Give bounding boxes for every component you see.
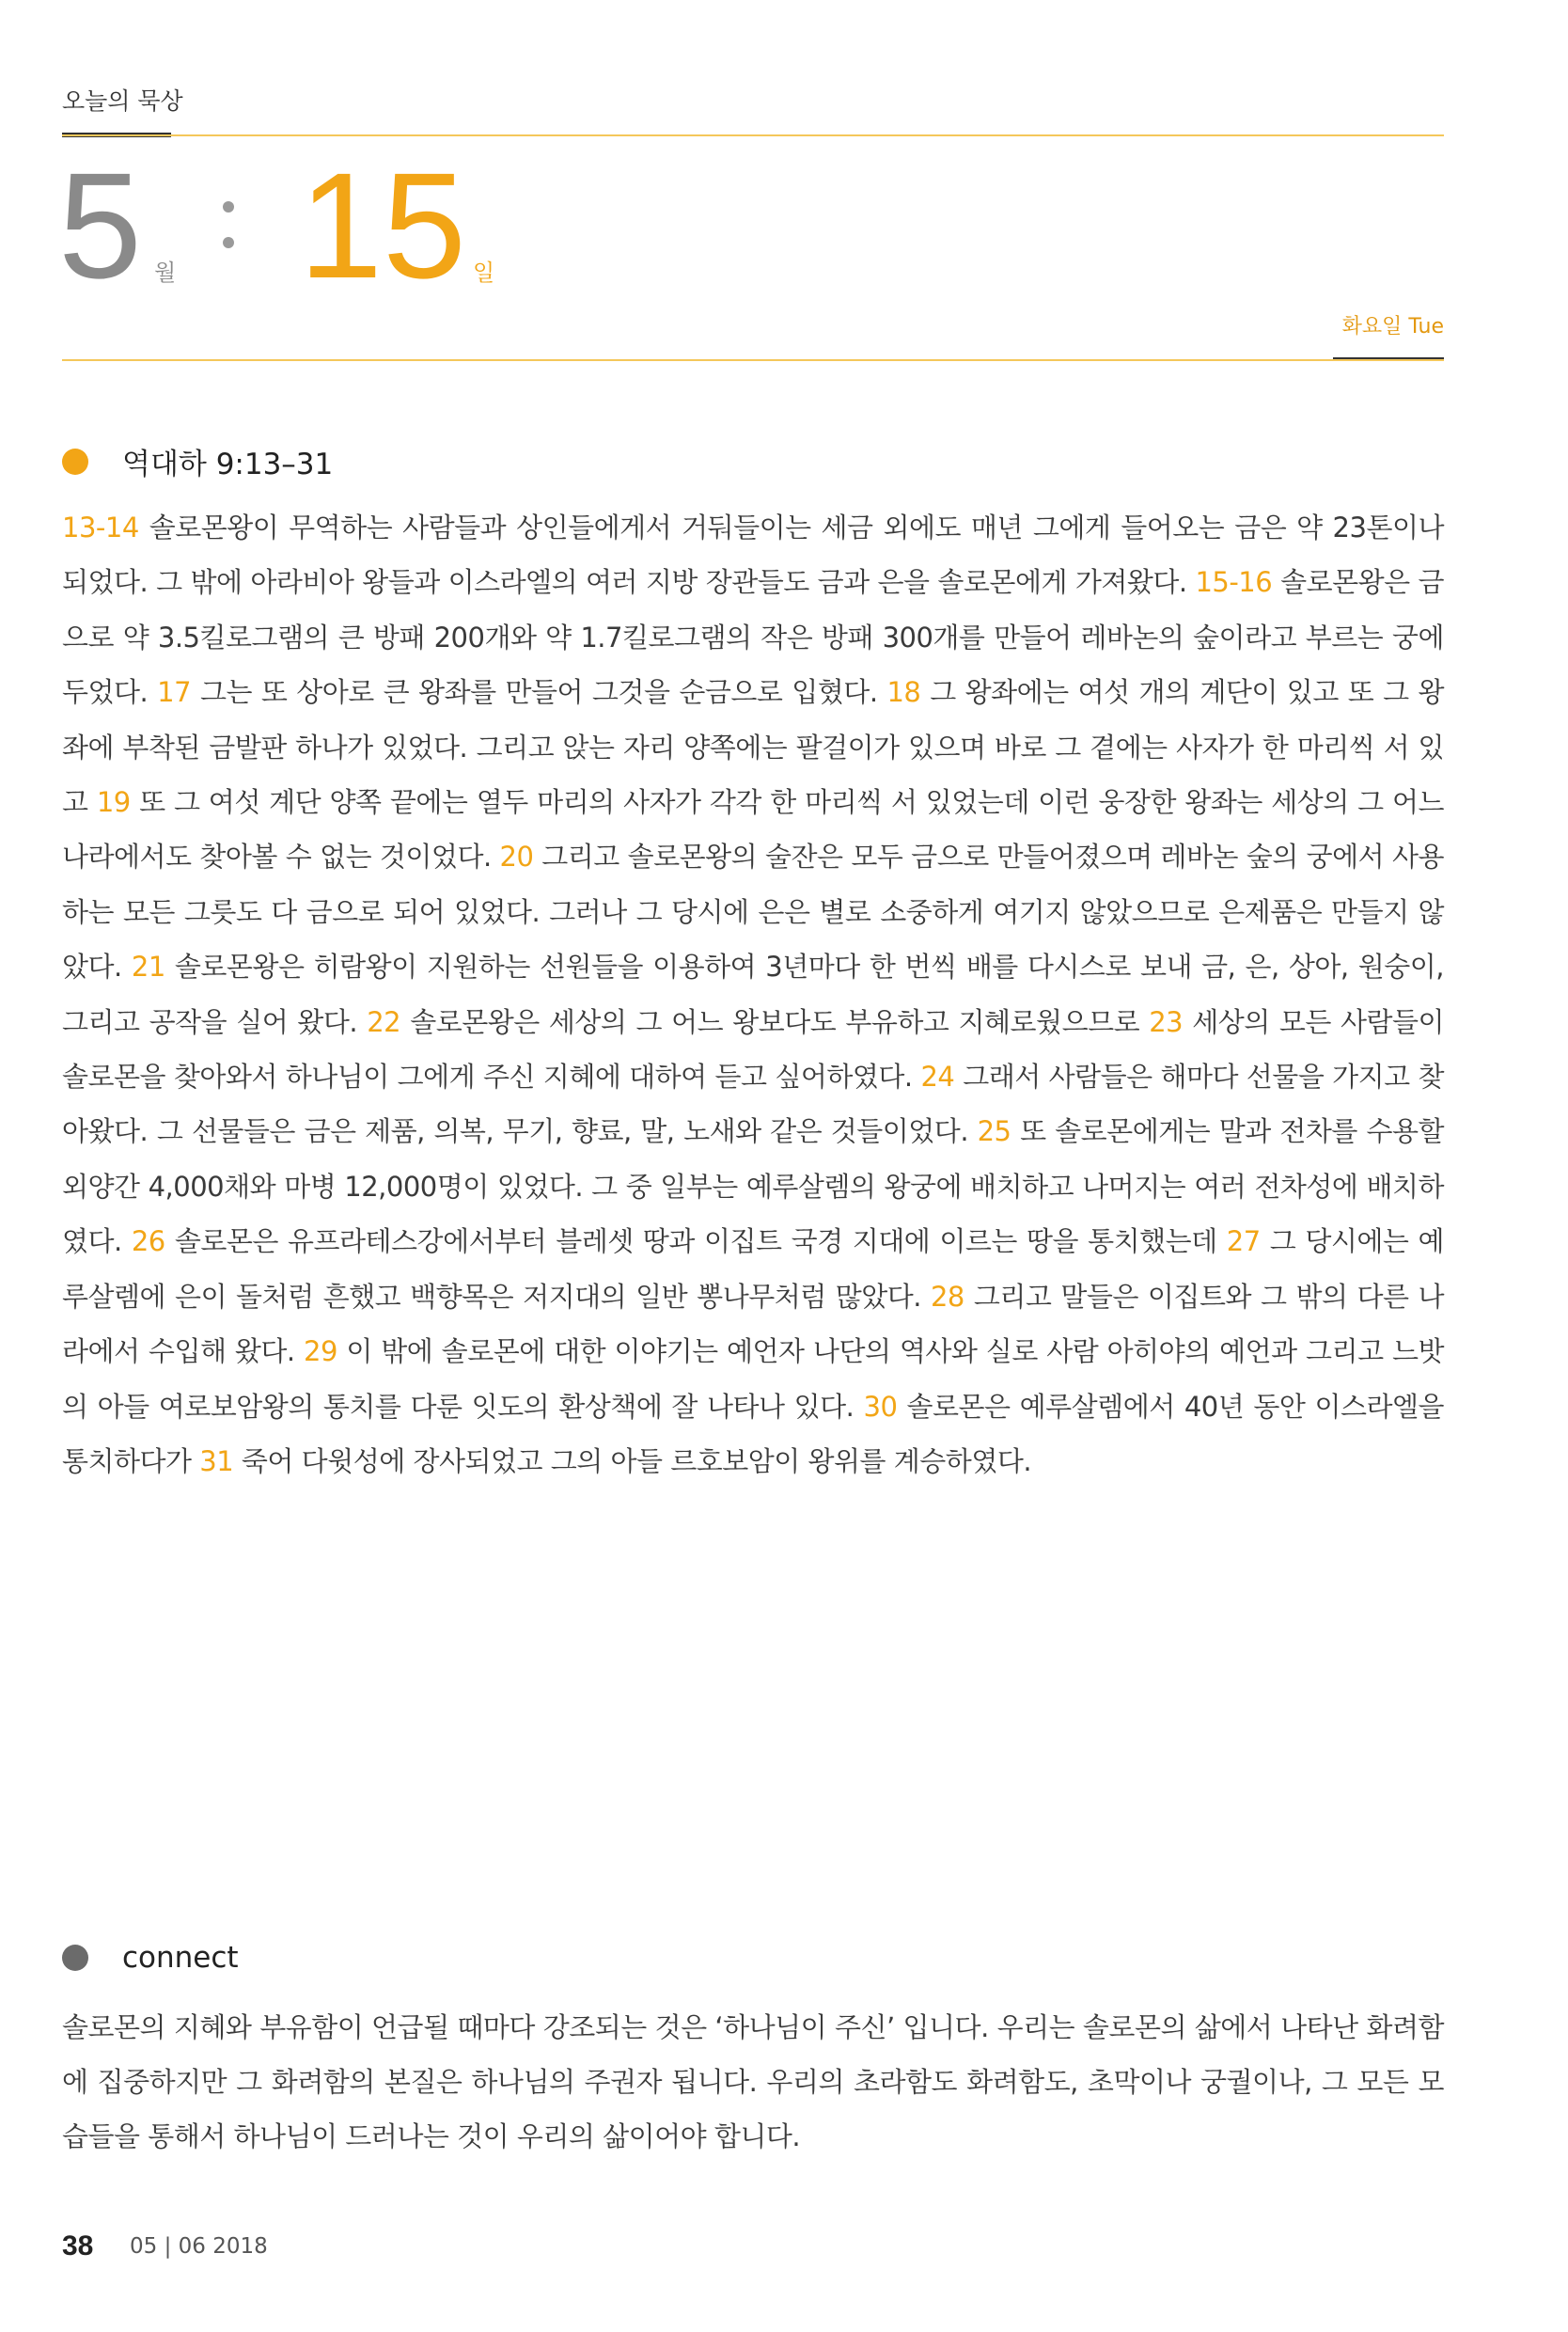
weekday: 화요일 Tue: [1341, 315, 1444, 339]
verse-text: 솔로몬왕은 세상의 그 어느 왕보다도 부유하고 지혜로웠으므로: [410, 1005, 1140, 1038]
connect-title: connect: [122, 1941, 239, 1975]
page-number: 38: [62, 2230, 94, 2261]
verse-number: 24: [920, 1061, 955, 1094]
verse-number: 29: [304, 1335, 337, 1368]
orange-dot-icon: [62, 449, 88, 475]
bottom-rule: [62, 359, 1444, 361]
header-label: 오늘의 묵상: [62, 87, 183, 115]
verse-number: 20: [499, 841, 534, 874]
month-unit: 월: [154, 260, 177, 286]
verse-text: 솔로몬은 예루살렘에서 40년 동안 이스라엘을 통치하다가: [62, 1390, 1445, 1477]
gray-dot-icon: [62, 1945, 88, 1971]
verse-number: 30: [863, 1390, 898, 1423]
verse-number: 23: [1149, 1005, 1184, 1038]
verse-text: 그래서 사람들은 해마다 선물을 가지고 찾아왔다. 그 선물들은 금은 제품, 의복, 무기, 향료, 말, 노새와 같은 것들이었다.: [62, 1061, 1445, 1148]
day-unit: 일: [473, 260, 495, 286]
month-number: 5: [58, 141, 142, 309]
verse-number: 26: [131, 1225, 165, 1258]
verse-text: 세상의 모든 사람들이 솔로몬을 찾아와서 하나님이 그에게 주신 지혜에 대하여 듣고 싶어하였다.: [62, 1005, 1445, 1094]
verse-number: 25: [977, 1115, 1011, 1148]
verse-text: 그리고 말들은 이집트와 그 밖의 다른 나라에서 수입해 왔다.: [62, 1280, 1444, 1368]
connect-text: 솔로몬의 지혜와 부유함이 언급될 때마다 강조되는 것은 ‘하나님이 주신’ 입니다. 우리는 솔로몬의 삶에서 나타난 화려함에 집중하지만 그 화려함의 본질은 하나님의 주권자 됩니다. 우리의 초라함도 화려함도, 초막이나 궁궐이나, 그 모든 모습들을 통해서 하나님이 드러나는 것이 우리의 삶이어야 합니다.: [62, 2011, 1444, 2152]
passage-text: [62, 500, 1444, 1489]
verse-text: 솔로몬왕이 무역하는 사람들과 상인들에게서 거둬들이는 세금 외에도 매년 그에게 들어오는 금은 약 23톤이나 되었다. 그 밖에 아라비아 왕들과 이스라엘의 여러 지방 장관들도 금과 은을 솔로몬에게 가져왔다.: [62, 512, 1445, 599]
verse-number: 18: [886, 676, 921, 709]
verse-text: 이 밖에 솔로몬에 대한 이야기는 예언자 나단의 역사와 실로 사람 아히야의 예언과 그리고 느밧의 아들 여로보암왕의 통치를 다룬 잇도의 환상책에 잘 나타나 있다.: [62, 1335, 1445, 1423]
verse-text: 죽어 다윗성에 장사되었고 그의 아들 르호보암이 왕위를 계승하였다.: [241, 1444, 1032, 1477]
verse-number: 21: [131, 951, 165, 984]
verse-number: 22: [367, 1005, 401, 1038]
verse-number: 15-16: [1195, 566, 1273, 599]
verse-text: 솔로몬왕은 히람왕이 지원하는 선원들을 이용하여 3년마다 한 번씩 배를 다시스로 보내 금, 은, 상아, 원숭이, 그리고 공작을 실어 왔다.: [62, 951, 1444, 1038]
date-colon: [223, 201, 234, 273]
verse-number: 13-14: [62, 512, 139, 544]
verse-text: 또 그 여섯 계단 양쪽 끝에는 열두 마리의 사자가 각각 한 마리씩 서 있었는데 이런 웅장한 왕좌는 세상의 그 어느 나라에서도 찾아볼 수 없는 것이었다.: [62, 786, 1445, 874]
top-rule: [62, 134, 1444, 136]
verse-number: 27: [1226, 1225, 1261, 1258]
verse-number: 28: [930, 1280, 964, 1313]
passage-reference: 역대하 9:13–31: [122, 448, 334, 481]
verse-text: 솔로몬왕은 금으로 약 3.5킬로그램의 큰 방패 200개와 약 1.7킬로그램의 작은 방패 300개를 만들어 레바논의 숲이라고 부르는 궁에 두었다.: [62, 566, 1444, 709]
verse-text: 그 왕좌에는 여섯 개의 계단이 있고 또 그 왕좌에 부착된 금발판 하나가 있었다. 그리고 앉는 자리 양쪽에는 팔걸이가 있으며 바로 그 곁에는 사자가 한 마리씩 서 있고: [62, 676, 1445, 819]
passage-heading: [62, 440, 333, 482]
verse-text: 그리고 솔로몬왕의 술잔은 모두 금으로 만들어졌으며 레바논 숲의 궁에서 사용하는 모든 그릇도 다 금으로 되어 있었다. 그러나 그 당시에 은은 별로 소중하게 여기지 않았으므로 은제품은 만들지 않았다.: [62, 841, 1445, 984]
verse-number: 19: [96, 786, 131, 819]
verse-number: 31: [199, 1444, 234, 1477]
verse-text: 또 솔로몬에게는 말과 전차를 수용할 외양간 4,000채와 마병 12,000명이 있었다. 그 중 일부는 예루살렘의 왕궁에 배치하고 나머지는 여러 전차성에 배치하였다.: [62, 1115, 1445, 1258]
issue-date: 05 | 06 2018: [130, 2234, 268, 2259]
verse-text: 솔로몬은 유프라테스강에서부터 블레셋 땅과 이집트 국경 지대에 이르는 땅을 통치했는데: [174, 1225, 1217, 1258]
verse-number: 17: [157, 676, 192, 709]
day-number: 15: [299, 141, 466, 309]
verse-text: 그는 또 상아로 큰 왕좌를 만들어 그것을 순금으로 입혔다.: [199, 676, 878, 709]
verse-text: 그 당시에는 예루살렘에 은이 돌처럼 흔했고 백향목은 저지대의 일반 뽕나무처럼 많았다.: [62, 1225, 1445, 1313]
connect-heading: [62, 1941, 239, 1975]
